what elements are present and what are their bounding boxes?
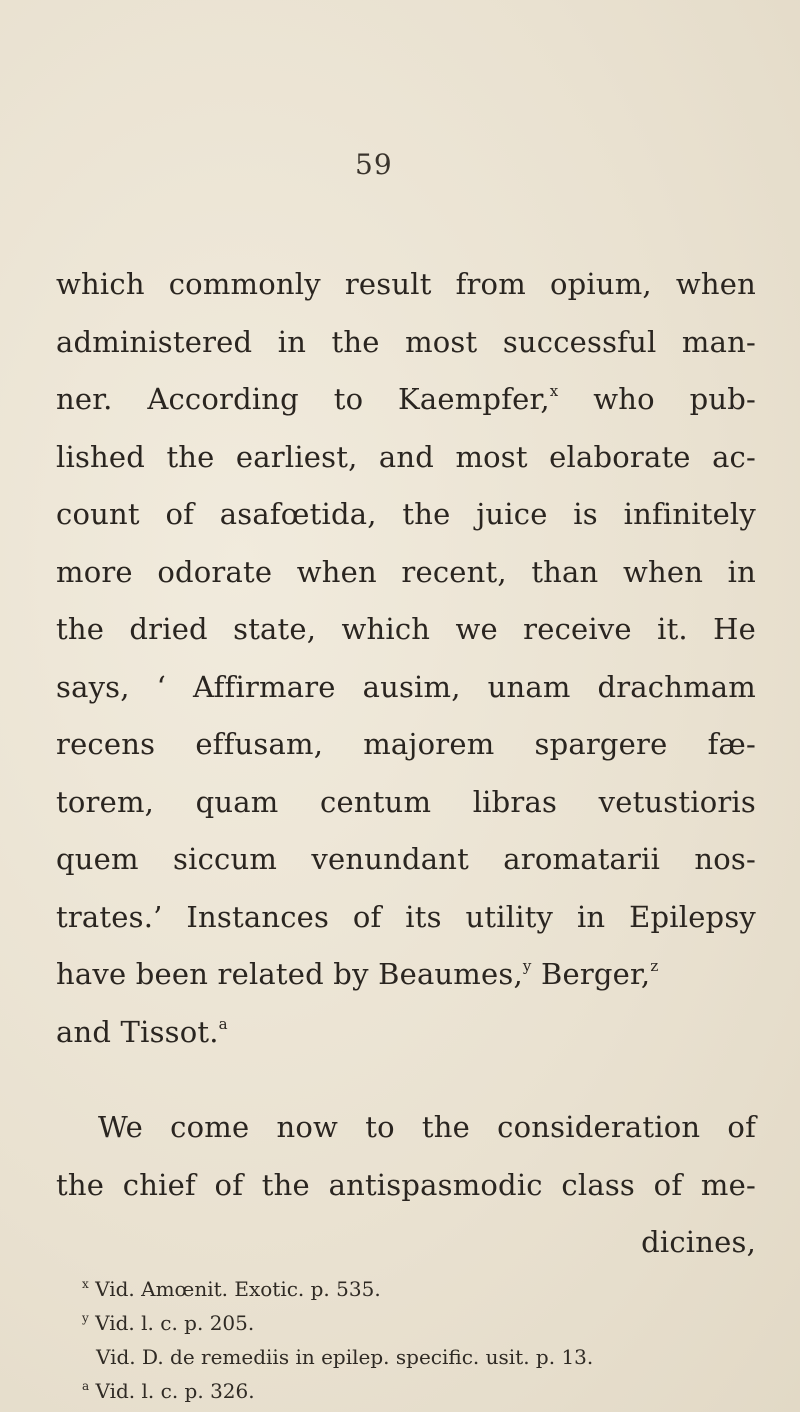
text-line: administered in the most successful man-	[56, 324, 756, 359]
text-line	[56, 1004, 756, 1062]
text-line: count of asafœtida, the juice is infinitely	[56, 497, 756, 531]
text-line: We come now to the consideration of	[98, 1110, 756, 1144]
text-segment: who pub-	[558, 382, 756, 416]
text-line: more odorate when recent, than when in	[56, 554, 756, 589]
text-line: says, ‘ Affirmare ausim, unam drachmam	[56, 669, 756, 704]
text-segment: and Tissot.	[56, 1014, 219, 1049]
footnote	[82, 1272, 762, 1306]
text-line: trates.’ Instances of its utility in Epilepsy	[56, 899, 756, 934]
footnote-text: Vid. D. de remediis in epilep. specific. usit. p. 13.	[96, 1345, 594, 1369]
text-line: lished the earliest, and most elaborate ac-	[56, 439, 756, 474]
text-segment: have been related by Beaumes,	[56, 957, 523, 991]
footnote-mark: y	[82, 1311, 89, 1325]
footnote-ref: y	[522, 957, 532, 975]
text-line: the chief of the antispasmodic class of me-	[56, 1167, 756, 1202]
footnote-text: Vid. l. c. p. 326.	[89, 1379, 255, 1403]
footnotes	[82, 1272, 762, 1408]
footnote-text: Vid. Amœnit. Exotic. p. 535.	[88, 1277, 381, 1301]
text-line: quem siccum venundant aromatarii nos-	[56, 842, 756, 876]
footnote-mark: x	[82, 1277, 89, 1291]
text-line: which commonly result from opium, when	[56, 267, 756, 301]
footnote-ref: z	[650, 957, 659, 975]
footnote-text: Vid. l. c. p. 205.	[88, 1311, 255, 1335]
footnote-mark: a	[82, 1379, 90, 1393]
text-line: the dried state, which we receive it. He	[56, 612, 756, 646]
footnote-ref: x	[549, 382, 559, 400]
paragraph-gap	[56, 1061, 756, 1099]
text-line: recens effusam, majorem spargere fæ-	[56, 727, 756, 761]
body-text	[56, 256, 756, 1272]
footnote	[82, 1306, 762, 1340]
text-line	[56, 946, 756, 1004]
footnote	[82, 1340, 762, 1374]
catchword: dicines,	[641, 1225, 756, 1259]
text-line	[56, 371, 756, 429]
footnote-ref: a	[218, 1014, 228, 1033]
page-number: 59	[355, 148, 393, 181]
text-line: torem, quam centum libras vetustioris	[56, 784, 756, 819]
footnote	[82, 1374, 762, 1408]
text-segment: Berger,	[531, 957, 651, 991]
text-segment: ner. According to Kaempfer,	[56, 382, 550, 416]
